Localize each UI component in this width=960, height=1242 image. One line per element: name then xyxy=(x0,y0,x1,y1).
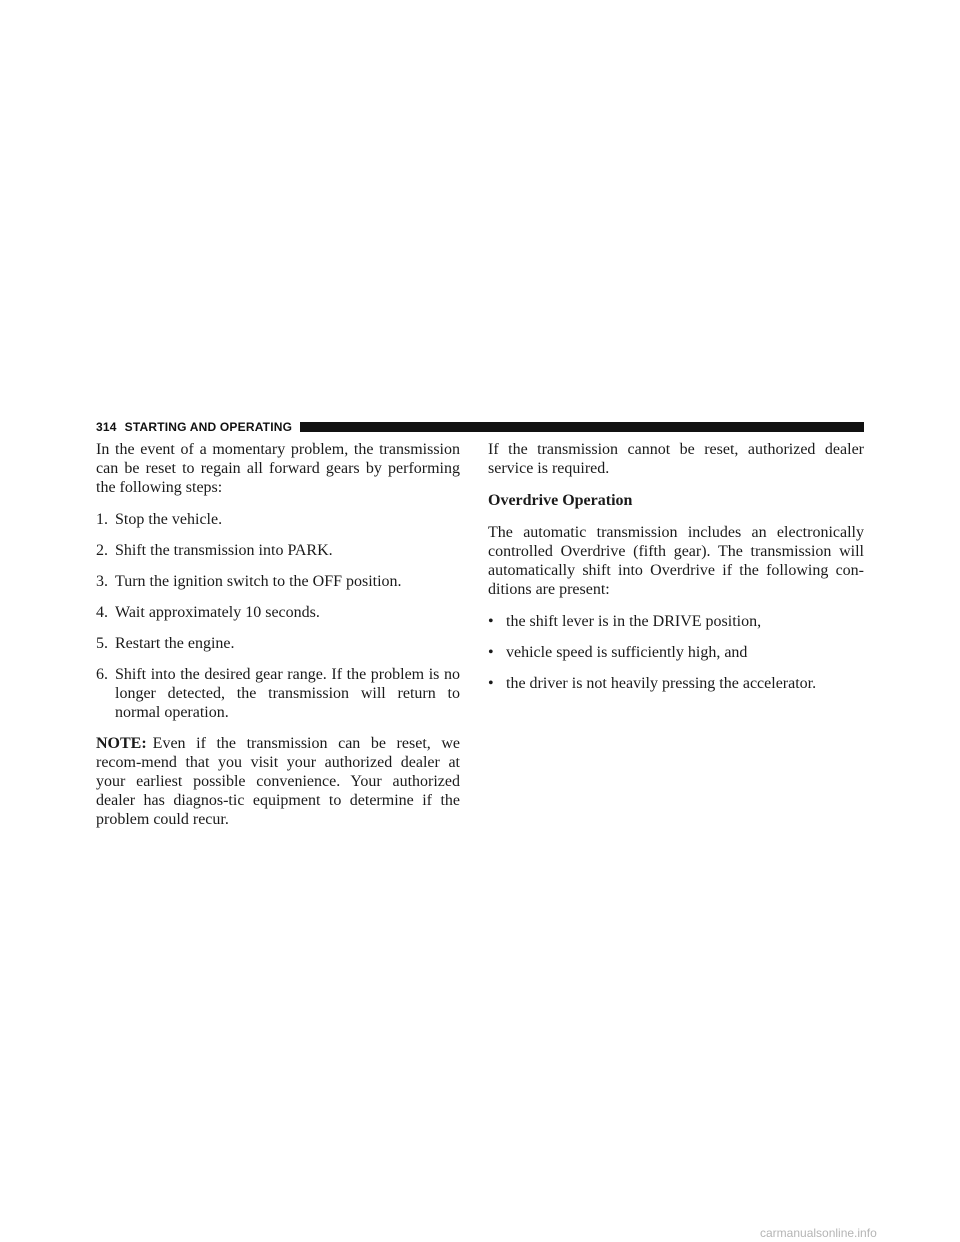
step-item xyxy=(96,603,460,622)
watermark: carmanualsonline.info xyxy=(760,1226,877,1240)
note-label: NOTE: xyxy=(96,735,147,752)
step-text: Shift the transmission into PARK. xyxy=(115,542,333,559)
step-number: 6. xyxy=(96,666,108,683)
bullet-text: the shift lever is in the DRIVE position, xyxy=(506,613,762,630)
page-number: 314 xyxy=(96,420,117,434)
overdrive-heading: Overdrive Operation xyxy=(488,492,633,509)
note-paragraph xyxy=(96,734,460,829)
step-number: 2. xyxy=(96,542,108,559)
header-rule xyxy=(300,422,864,432)
right-column xyxy=(488,440,864,705)
page-header xyxy=(96,420,864,434)
step-item xyxy=(96,665,460,722)
intro-paragraph: In the event of a momentary problem, the transmission can be reset to regain all forward gears by performing the following steps: xyxy=(96,441,460,496)
step-text: Shift into the desired gear range. If the problem is no longer detected, the transmission will return to normal operation. xyxy=(115,666,460,721)
step-number: 3. xyxy=(96,573,108,590)
bullet-item xyxy=(488,612,864,631)
step-item xyxy=(96,510,460,529)
step-text: Turn the ignition switch to the OFF position. xyxy=(115,573,402,590)
bullet-item xyxy=(488,643,864,662)
step-number: 1. xyxy=(96,511,108,528)
bullet-icon xyxy=(488,612,506,631)
step-item xyxy=(96,572,460,591)
bullet-icon xyxy=(488,643,506,662)
reset-paragraph: If the transmission cannot be reset, authorized dealer service is required. xyxy=(488,441,864,477)
bullet-text: the driver is not heavily pressing the accelerator. xyxy=(506,675,817,692)
step-number: 4. xyxy=(96,604,108,621)
step-text: Restart the engine. xyxy=(115,635,235,652)
step-text: Wait approximately 10 seconds. xyxy=(115,604,320,621)
bullet-icon xyxy=(488,674,506,693)
step-item xyxy=(96,634,460,653)
left-column xyxy=(96,440,460,842)
note-text: Even if the transmission can be reset, we recom-mend that you visit your authorized dealer at your earliest possible convenience. Your authorized dealer has diagnos-tic equipment to determine if the problem could recur. xyxy=(96,735,460,828)
step-number: 5. xyxy=(96,635,108,652)
section-title: STARTING AND OPERATING xyxy=(124,420,293,434)
bullet-item xyxy=(488,674,864,693)
overdrive-paragraph: The automatic transmission includes an electronically controlled Overdrive (fifth gear). The transmission will automatically shift into Overdrive if the following con-ditions are present: xyxy=(488,524,864,598)
bullet-text: vehicle speed is sufficiently high, and xyxy=(506,644,748,661)
step-item xyxy=(96,541,460,560)
step-text: Stop the vehicle. xyxy=(115,511,223,528)
